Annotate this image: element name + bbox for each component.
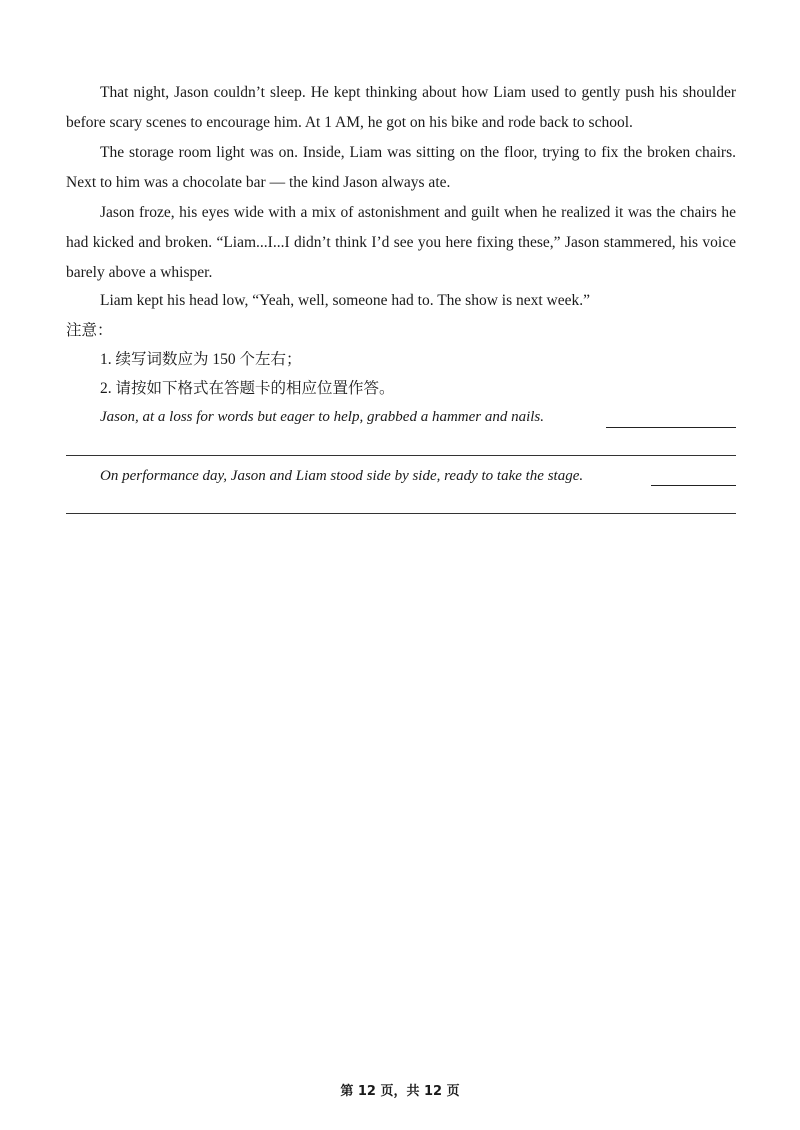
answer-blank-1 — [606, 427, 736, 428]
answer-blank-2 — [651, 485, 736, 486]
page-number-footer: 第 12 页，共 12 页 — [340, 1084, 460, 1099]
answer-line-2 — [66, 513, 736, 514]
passage-paragraph-3: Jason froze, his eyes wide with a mix of astonishment and guilt when he realized it was the chairs he had kicked and broken. “Liam...I...I didn’t think I’d see you here fixing these,” Jason stammered, his voice barely above a whisper. — [66, 204, 736, 281]
passage-paragraph-1: That night, Jason couldn’t sleep. He kept thinking about how Liam used to gently push his shoulder before scary scenes to encourage him. At 1 AM, he got on his bike and rode back to school. — [66, 84, 736, 131]
notes-title: 注意： — [66, 322, 113, 339]
continuation-prompt-1: Jason, at a loss for words but eager to help, grabbed a hammer and nails. — [100, 409, 545, 425]
continuation-prompt-2: On performance day, Jason and Liam stood side by side, ready to take the stage. — [100, 468, 584, 484]
note-item-1: 1. 续写词数应为 150 个左右； — [100, 351, 302, 368]
answer-line-1 — [66, 455, 736, 456]
passage-paragraph-2: The storage room light was on. Inside, Liam was sitting on the floor, trying to fix the broken chairs. Next to him was a chocolate bar — the kind Jason always ate. — [66, 144, 736, 191]
passage-paragraph-4: Liam kept his head low, “Yeah, well, someone had to. The show is next week.” — [100, 292, 591, 309]
note-item-2: 2. 请按如下格式在答题卡的相应位置作答。 — [100, 380, 395, 397]
